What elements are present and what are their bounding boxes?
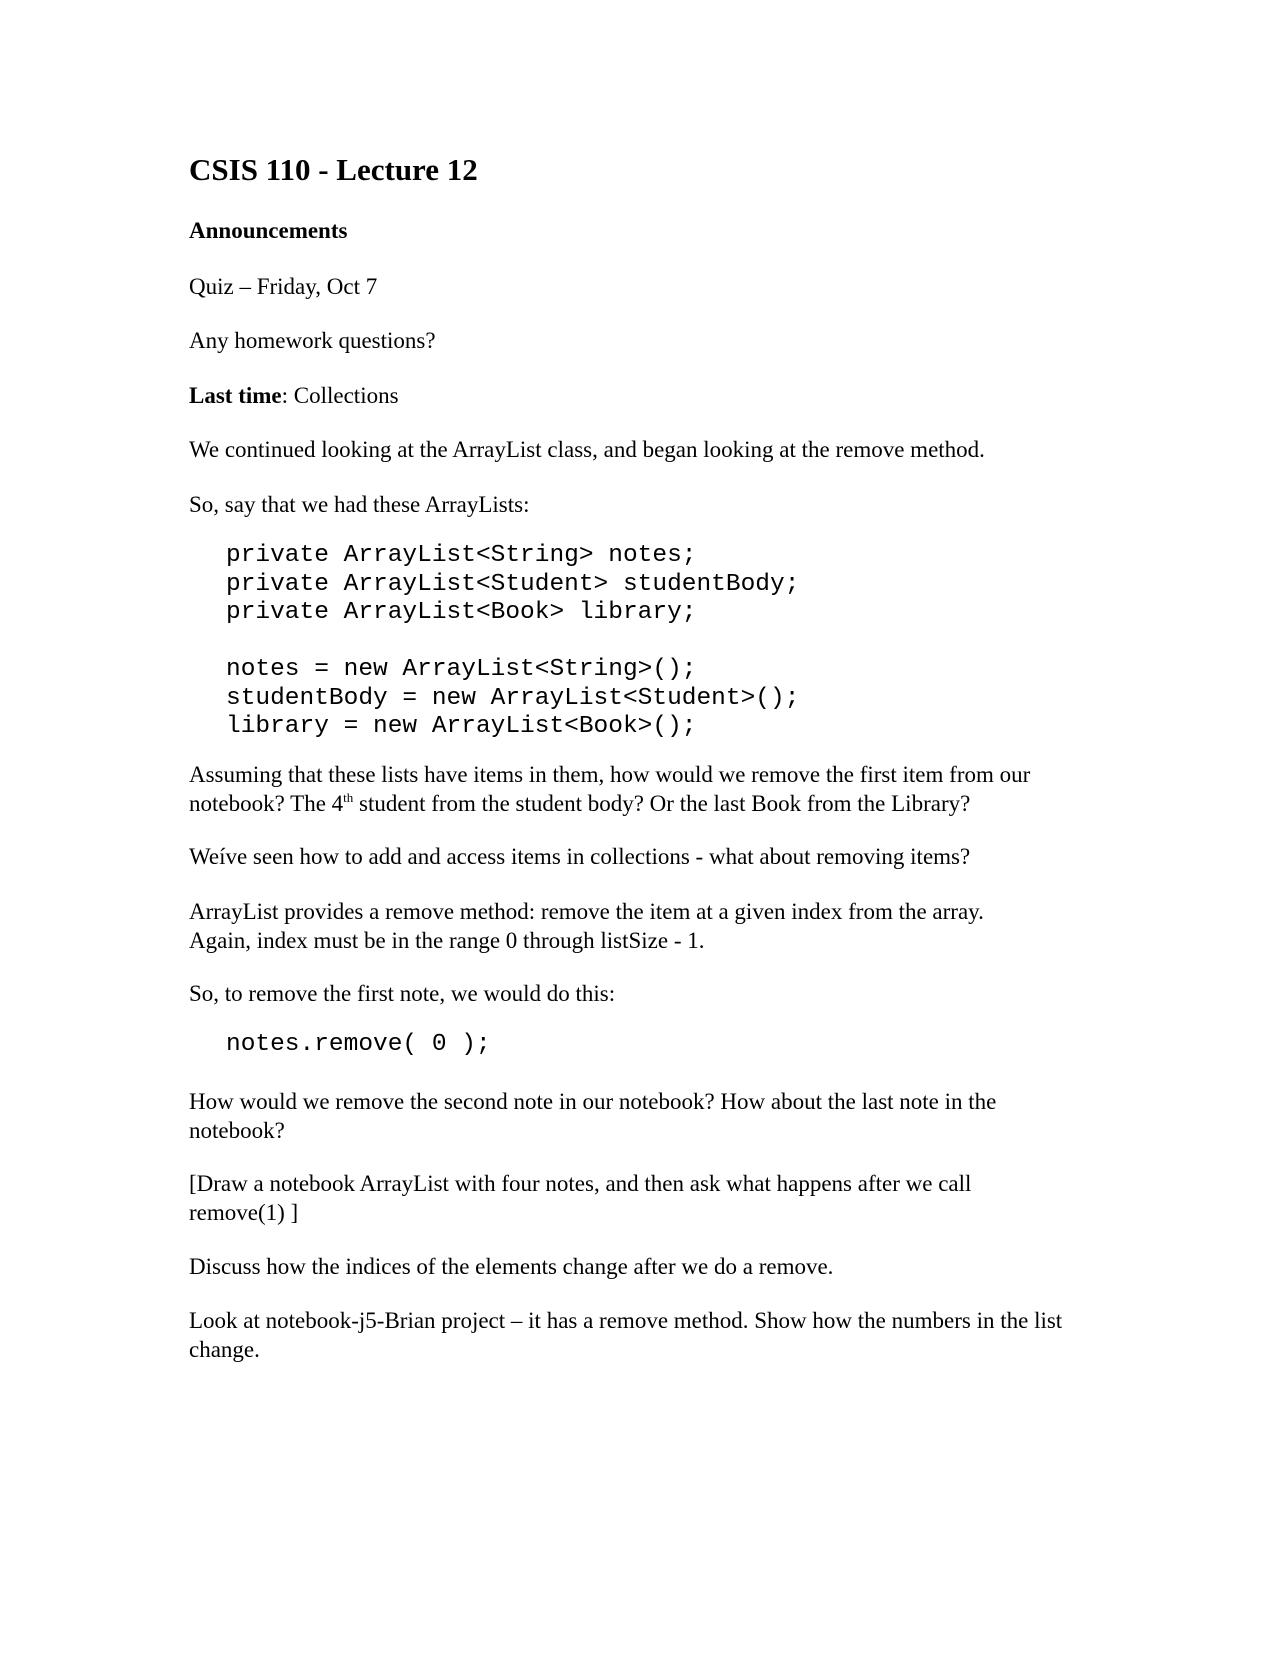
- assuming-text-start: Assuming that these lists have items in them, how would we remove the first item from our notebook? The 4: [189, 762, 1031, 816]
- paragraph-seen: Weíve seen how to add and access items in collections - what about removing items?: [189, 844, 971, 869]
- code-block-remove-call: notes.remove( 0 );: [226, 1031, 491, 1058]
- last-time-line: [189, 381, 1089, 410]
- paragraph-draw: [Draw a notebook ArrayList with four notes, and then ask what happens after we call remove(1) ]: [189, 1171, 972, 1225]
- ordinal-suffix: th: [343, 790, 354, 805]
- paragraph-look: Look at notebook-j5-Brian project – it has a remove method. Show how the numbers in the list change.: [189, 1308, 1063, 1362]
- paragraph-continued: We continued looking at the ArrayList class, and began looking at the remove method.: [189, 437, 985, 462]
- assuming-text-end: student from the student body? Or the last Book from the Library?: [353, 791, 971, 816]
- paragraph-second-note: How would we remove the second note in our notebook? How about the last note in the notebook?: [189, 1089, 997, 1143]
- announcements-heading: Announcements: [189, 218, 348, 243]
- paragraph-say: So, say that we had these ArrayLists:: [189, 492, 530, 517]
- last-time-topic: : Collections: [281, 383, 399, 408]
- paragraph-provides: ArrayList provides a remove method: remove the item at a given index from the array. Again, index must be in the range 0 through listSize - 1.: [189, 899, 984, 953]
- page-title: CSIS 110 - Lecture 12: [189, 152, 478, 187]
- paragraph-to-remove: So, to remove the first note, we would do this:: [189, 981, 616, 1006]
- quiz-announcement: Quiz – Friday, Oct 7: [189, 274, 378, 299]
- code-block-declarations: private ArrayList<String> notes; private ArrayList<Student> studentBody; private ArrayList<Book> library; notes = new ArrayList<String>(); studentBody = new ArrayList<Student>(); library = new ArrayList<Book>();: [226, 542, 800, 740]
- last-time-label: Last time: [189, 383, 282, 408]
- paragraph-discuss: Discuss how the indices of the elements change after we do a remove.: [189, 1254, 834, 1279]
- paragraph-assuming: [189, 760, 1069, 818]
- homework-question: Any homework questions?: [189, 328, 436, 353]
